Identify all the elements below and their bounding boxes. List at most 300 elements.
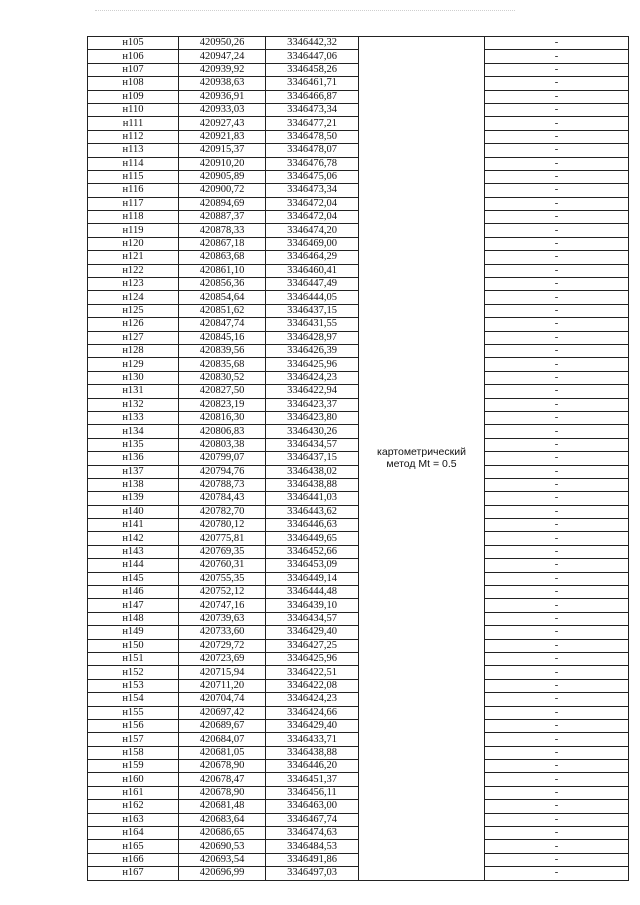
- point-id-cell: н130: [88, 371, 179, 384]
- table-row: [88, 197, 629, 210]
- table-row: [88, 251, 629, 264]
- y-coordinate-cell: 3346473,34: [266, 184, 359, 197]
- x-coordinate-cell: 420938,63: [179, 77, 266, 90]
- point-id-cell: н165: [88, 840, 179, 853]
- description-cell: -: [485, 465, 629, 478]
- x-coordinate-cell: 420939,92: [179, 63, 266, 76]
- description-cell: -: [485, 184, 629, 197]
- y-coordinate-cell: 3346439,10: [266, 599, 359, 612]
- table-row: [88, 77, 629, 90]
- description-cell: -: [485, 559, 629, 572]
- y-coordinate-cell: 3346478,50: [266, 130, 359, 143]
- y-coordinate-cell: 3346478,07: [266, 144, 359, 157]
- y-coordinate-cell: 3346472,04: [266, 211, 359, 224]
- y-coordinate-cell: 3346461,71: [266, 77, 359, 90]
- point-id-cell: н161: [88, 786, 179, 799]
- point-id-cell: н137: [88, 465, 179, 478]
- coordinates-table: [87, 36, 629, 881]
- x-coordinate-cell: 420854,64: [179, 291, 266, 304]
- y-coordinate-cell: 3346429,40: [266, 626, 359, 639]
- description-cell: -: [485, 398, 629, 411]
- description-cell: -: [485, 706, 629, 719]
- description-cell: -: [485, 331, 629, 344]
- y-coordinate-cell: 3346437,15: [266, 304, 359, 317]
- point-id-cell: н147: [88, 599, 179, 612]
- point-id-cell: н132: [88, 398, 179, 411]
- point-id-cell: н142: [88, 532, 179, 545]
- y-coordinate-cell: 3346437,15: [266, 452, 359, 465]
- x-coordinate-cell: 420689,67: [179, 719, 266, 732]
- x-coordinate-cell: 420780,12: [179, 519, 266, 532]
- y-coordinate-cell: 3346443,62: [266, 505, 359, 518]
- point-id-cell: н144: [88, 559, 179, 572]
- table-row: [88, 117, 629, 130]
- y-coordinate-cell: 3346453,09: [266, 559, 359, 572]
- x-coordinate-cell: 420729,72: [179, 639, 266, 652]
- point-id-cell: н133: [88, 411, 179, 424]
- table-row: [88, 184, 629, 197]
- table-row: [88, 612, 629, 625]
- table-row: [88, 478, 629, 491]
- description-cell: -: [485, 867, 629, 880]
- point-id-cell: н107: [88, 63, 179, 76]
- method-text-line2: метод Mt = 0.5: [386, 458, 457, 471]
- table-row: [88, 90, 629, 103]
- x-coordinate-cell: 420752,12: [179, 586, 266, 599]
- x-coordinate-cell: 420678,90: [179, 760, 266, 773]
- description-cell: -: [485, 438, 629, 451]
- point-id-cell: н122: [88, 264, 179, 277]
- table-row: [88, 50, 629, 63]
- description-cell: -: [485, 666, 629, 679]
- table-row: [88, 157, 629, 170]
- table-row: [88, 425, 629, 438]
- description-cell: -: [485, 840, 629, 853]
- x-coordinate-cell: 420769,35: [179, 545, 266, 558]
- x-coordinate-cell: 420684,07: [179, 733, 266, 746]
- x-coordinate-cell: 420936,91: [179, 90, 266, 103]
- x-coordinate-cell: 420697,42: [179, 706, 266, 719]
- table-row: [88, 505, 629, 518]
- y-coordinate-cell: 3346425,96: [266, 358, 359, 371]
- x-coordinate-cell: 420690,53: [179, 840, 266, 853]
- point-id-cell: н113: [88, 144, 179, 157]
- point-id-cell: н126: [88, 318, 179, 331]
- description-cell: -: [485, 827, 629, 840]
- description-cell: -: [485, 103, 629, 116]
- table-row: [88, 103, 629, 116]
- y-coordinate-cell: 3346477,21: [266, 117, 359, 130]
- x-coordinate-cell: 420856,36: [179, 278, 266, 291]
- point-id-cell: н119: [88, 224, 179, 237]
- y-coordinate-cell: 3346430,26: [266, 425, 359, 438]
- point-id-cell: н136: [88, 452, 179, 465]
- description-cell: -: [485, 545, 629, 558]
- description-cell: -: [485, 586, 629, 599]
- description-cell: -: [485, 599, 629, 612]
- x-coordinate-cell: 420755,35: [179, 572, 266, 585]
- description-cell: -: [485, 344, 629, 357]
- table-row: [88, 572, 629, 585]
- description-cell: -: [485, 157, 629, 170]
- x-coordinate-cell: 420921,83: [179, 130, 266, 143]
- x-coordinate-cell: 420723,69: [179, 652, 266, 665]
- point-id-cell: н134: [88, 425, 179, 438]
- description-cell: -: [485, 63, 629, 76]
- table-row: [88, 318, 629, 331]
- point-id-cell: н129: [88, 358, 179, 371]
- description-cell: -: [485, 304, 629, 317]
- table-row: [88, 586, 629, 599]
- point-id-cell: н150: [88, 639, 179, 652]
- description-cell: -: [485, 478, 629, 491]
- point-id-cell: н143: [88, 545, 179, 558]
- point-id-cell: н116: [88, 184, 179, 197]
- point-id-cell: н145: [88, 572, 179, 585]
- x-coordinate-cell: 420839,56: [179, 344, 266, 357]
- description-cell: -: [485, 786, 629, 799]
- point-id-cell: н160: [88, 773, 179, 786]
- table-row: [88, 626, 629, 639]
- point-id-cell: н148: [88, 612, 179, 625]
- description-cell: -: [485, 626, 629, 639]
- x-coordinate-cell: 420784,43: [179, 492, 266, 505]
- table-row: [88, 358, 629, 371]
- y-coordinate-cell: 3346428,97: [266, 331, 359, 344]
- x-coordinate-cell: 420711,20: [179, 679, 266, 692]
- x-coordinate-cell: 420915,37: [179, 144, 266, 157]
- point-id-cell: н135: [88, 438, 179, 451]
- x-coordinate-cell: 420927,43: [179, 117, 266, 130]
- y-coordinate-cell: 3346467,74: [266, 813, 359, 826]
- point-id-cell: н109: [88, 90, 179, 103]
- y-coordinate-cell: 3346474,63: [266, 827, 359, 840]
- description-cell: -: [485, 251, 629, 264]
- x-coordinate-cell: 420950,26: [179, 37, 266, 50]
- y-coordinate-cell: 3346449,14: [266, 572, 359, 585]
- description-cell: -: [485, 746, 629, 759]
- x-coordinate-cell: 420863,68: [179, 251, 266, 264]
- table-row: [88, 224, 629, 237]
- y-coordinate-cell: 3346458,26: [266, 63, 359, 76]
- y-coordinate-cell: 3346444,05: [266, 291, 359, 304]
- y-coordinate-cell: 3346475,06: [266, 170, 359, 183]
- description-cell: -: [485, 693, 629, 706]
- y-coordinate-cell: 3346431,55: [266, 318, 359, 331]
- table-row: [88, 411, 629, 424]
- description-cell: -: [485, 291, 629, 304]
- coordinates-table-body: [88, 37, 629, 881]
- x-coordinate-cell: 420910,20: [179, 157, 266, 170]
- point-id-cell: н127: [88, 331, 179, 344]
- description-cell: -: [485, 425, 629, 438]
- y-coordinate-cell: 3346441,03: [266, 492, 359, 505]
- point-id-cell: н163: [88, 813, 179, 826]
- table-row: [88, 773, 629, 786]
- description-cell: -: [485, 197, 629, 210]
- y-coordinate-cell: 3346460,41: [266, 264, 359, 277]
- table-row: [88, 438, 629, 451]
- x-coordinate-cell: 420794,76: [179, 465, 266, 478]
- y-coordinate-cell: 3346497,03: [266, 867, 359, 880]
- point-id-cell: н118: [88, 211, 179, 224]
- x-coordinate-cell: 420799,07: [179, 452, 266, 465]
- description-cell: -: [485, 130, 629, 143]
- y-coordinate-cell: 3346449,65: [266, 532, 359, 545]
- x-coordinate-cell: 420686,65: [179, 827, 266, 840]
- description-cell: -: [485, 37, 629, 50]
- method-cell: [359, 37, 485, 881]
- description-cell: -: [485, 572, 629, 585]
- y-coordinate-cell: 3346472,04: [266, 197, 359, 210]
- x-coordinate-cell: 420788,73: [179, 478, 266, 491]
- description-cell: -: [485, 411, 629, 424]
- table-row: [88, 652, 629, 665]
- point-id-cell: н159: [88, 760, 179, 773]
- x-coordinate-cell: 420835,68: [179, 358, 266, 371]
- point-id-cell: н121: [88, 251, 179, 264]
- point-id-cell: н131: [88, 385, 179, 398]
- point-id-cell: н162: [88, 800, 179, 813]
- x-coordinate-cell: 420693,54: [179, 853, 266, 866]
- point-id-cell: н153: [88, 679, 179, 692]
- table-row: [88, 170, 629, 183]
- y-coordinate-cell: 3346429,40: [266, 719, 359, 732]
- description-cell: -: [485, 144, 629, 157]
- point-id-cell: н156: [88, 719, 179, 732]
- x-coordinate-cell: 420681,05: [179, 746, 266, 759]
- x-coordinate-cell: 420894,69: [179, 197, 266, 210]
- table-row: [88, 800, 629, 813]
- table-row: [88, 63, 629, 76]
- description-cell: -: [485, 50, 629, 63]
- y-coordinate-cell: 3346427,25: [266, 639, 359, 652]
- x-coordinate-cell: 420678,90: [179, 786, 266, 799]
- description-cell: -: [485, 853, 629, 866]
- y-coordinate-cell: 3346484,53: [266, 840, 359, 853]
- y-coordinate-cell: 3346451,37: [266, 773, 359, 786]
- x-coordinate-cell: 420816,30: [179, 411, 266, 424]
- table-row: [88, 867, 629, 880]
- table-row: [88, 840, 629, 853]
- x-coordinate-cell: 420847,74: [179, 318, 266, 331]
- point-id-cell: н157: [88, 733, 179, 746]
- table-row: [88, 559, 629, 572]
- x-coordinate-cell: 420678,47: [179, 773, 266, 786]
- y-coordinate-cell: 3346433,71: [266, 733, 359, 746]
- point-id-cell: н140: [88, 505, 179, 518]
- y-coordinate-cell: 3346423,37: [266, 398, 359, 411]
- table-row: [88, 733, 629, 746]
- x-coordinate-cell: 420887,37: [179, 211, 266, 224]
- y-coordinate-cell: 3346424,23: [266, 371, 359, 384]
- table-row: [88, 211, 629, 224]
- point-id-cell: н112: [88, 130, 179, 143]
- point-id-cell: н166: [88, 853, 179, 866]
- table-row: [88, 545, 629, 558]
- x-coordinate-cell: 420861,10: [179, 264, 266, 277]
- x-coordinate-cell: 420782,70: [179, 505, 266, 518]
- x-coordinate-cell: 420905,89: [179, 170, 266, 183]
- table-row: [88, 398, 629, 411]
- table-row: [88, 452, 629, 465]
- table-row: [88, 278, 629, 291]
- y-coordinate-cell: 3346491,86: [266, 853, 359, 866]
- description-cell: -: [485, 679, 629, 692]
- point-id-cell: н149: [88, 626, 179, 639]
- point-id-cell: н138: [88, 478, 179, 491]
- table-row: [88, 719, 629, 732]
- x-coordinate-cell: 420683,64: [179, 813, 266, 826]
- point-id-cell: н111: [88, 117, 179, 130]
- y-coordinate-cell: 3346447,49: [266, 278, 359, 291]
- point-id-cell: н141: [88, 519, 179, 532]
- table-row: [88, 331, 629, 344]
- description-cell: -: [485, 170, 629, 183]
- y-coordinate-cell: 3346426,39: [266, 344, 359, 357]
- point-id-cell: н123: [88, 278, 179, 291]
- y-coordinate-cell: 3346434,57: [266, 612, 359, 625]
- description-cell: -: [485, 211, 629, 224]
- y-coordinate-cell: 3346464,29: [266, 251, 359, 264]
- y-coordinate-cell: 3346424,66: [266, 706, 359, 719]
- y-coordinate-cell: 3346469,00: [266, 237, 359, 250]
- table-row: [88, 237, 629, 250]
- x-coordinate-cell: 420845,16: [179, 331, 266, 344]
- description-cell: -: [485, 813, 629, 826]
- description-cell: -: [485, 264, 629, 277]
- y-coordinate-cell: 3346442,32: [266, 37, 359, 50]
- table-row: [88, 639, 629, 652]
- description-cell: -: [485, 371, 629, 384]
- table-row: [88, 304, 629, 317]
- point-id-cell: н151: [88, 652, 179, 665]
- table-row: [88, 37, 629, 50]
- x-coordinate-cell: 420747,16: [179, 599, 266, 612]
- y-coordinate-cell: 3346447,06: [266, 50, 359, 63]
- y-coordinate-cell: 3346438,88: [266, 746, 359, 759]
- table-row: [88, 144, 629, 157]
- x-coordinate-cell: 420803,38: [179, 438, 266, 451]
- table-row: [88, 786, 629, 799]
- y-coordinate-cell: 3346422,94: [266, 385, 359, 398]
- description-cell: -: [485, 278, 629, 291]
- description-cell: -: [485, 519, 629, 532]
- scan-artifact: [95, 10, 515, 13]
- point-id-cell: н128: [88, 344, 179, 357]
- x-coordinate-cell: 420704,74: [179, 693, 266, 706]
- description-cell: -: [485, 117, 629, 130]
- y-coordinate-cell: 3346422,51: [266, 666, 359, 679]
- table-row: [88, 465, 629, 478]
- description-cell: -: [485, 492, 629, 505]
- point-id-cell: н117: [88, 197, 179, 210]
- x-coordinate-cell: 420823,19: [179, 398, 266, 411]
- table-row: [88, 827, 629, 840]
- x-coordinate-cell: 420933,03: [179, 103, 266, 116]
- x-coordinate-cell: 420878,33: [179, 224, 266, 237]
- x-coordinate-cell: 420681,48: [179, 800, 266, 813]
- description-cell: -: [485, 532, 629, 545]
- y-coordinate-cell: 3346425,96: [266, 652, 359, 665]
- description-cell: -: [485, 800, 629, 813]
- point-id-cell: н105: [88, 37, 179, 50]
- table-row: [88, 291, 629, 304]
- table-row: [88, 385, 629, 398]
- point-id-cell: н125: [88, 304, 179, 317]
- y-coordinate-cell: 3346474,20: [266, 224, 359, 237]
- description-cell: -: [485, 318, 629, 331]
- point-id-cell: н154: [88, 693, 179, 706]
- point-id-cell: н108: [88, 77, 179, 90]
- point-id-cell: н152: [88, 666, 179, 679]
- point-id-cell: н158: [88, 746, 179, 759]
- table-row: [88, 264, 629, 277]
- point-id-cell: н167: [88, 867, 179, 880]
- table-row: [88, 344, 629, 357]
- point-id-cell: н164: [88, 827, 179, 840]
- description-cell: -: [485, 612, 629, 625]
- table-row: [88, 371, 629, 384]
- x-coordinate-cell: 420775,81: [179, 532, 266, 545]
- description-cell: -: [485, 452, 629, 465]
- x-coordinate-cell: 420696,99: [179, 867, 266, 880]
- description-cell: -: [485, 652, 629, 665]
- y-coordinate-cell: 3346463,00: [266, 800, 359, 813]
- y-coordinate-cell: 3346424,23: [266, 693, 359, 706]
- description-cell: -: [485, 773, 629, 786]
- y-coordinate-cell: 3346446,63: [266, 519, 359, 532]
- y-coordinate-cell: 3346444,48: [266, 586, 359, 599]
- table-row: [88, 492, 629, 505]
- y-coordinate-cell: 3346452,66: [266, 545, 359, 558]
- point-id-cell: н115: [88, 170, 179, 183]
- y-coordinate-cell: 3346423,80: [266, 411, 359, 424]
- table-row: [88, 853, 629, 866]
- x-coordinate-cell: 420900,72: [179, 184, 266, 197]
- method-text-line1: картометрический: [377, 446, 466, 459]
- x-coordinate-cell: 420739,63: [179, 612, 266, 625]
- point-id-cell: н110: [88, 103, 179, 116]
- table-row: [88, 746, 629, 759]
- description-cell: -: [485, 505, 629, 518]
- table-row: [88, 693, 629, 706]
- table-row: [88, 666, 629, 679]
- description-cell: -: [485, 385, 629, 398]
- description-cell: -: [485, 77, 629, 90]
- description-cell: -: [485, 733, 629, 746]
- y-coordinate-cell: 3346456,11: [266, 786, 359, 799]
- table-row: [88, 813, 629, 826]
- x-coordinate-cell: 420947,24: [179, 50, 266, 63]
- description-cell: -: [485, 639, 629, 652]
- x-coordinate-cell: 420827,50: [179, 385, 266, 398]
- y-coordinate-cell: 3346434,57: [266, 438, 359, 451]
- description-cell: -: [485, 224, 629, 237]
- y-coordinate-cell: 3346446,20: [266, 760, 359, 773]
- description-cell: -: [485, 719, 629, 732]
- point-id-cell: н114: [88, 157, 179, 170]
- y-coordinate-cell: 3346466,87: [266, 90, 359, 103]
- y-coordinate-cell: 3346476,78: [266, 157, 359, 170]
- x-coordinate-cell: 420830,52: [179, 371, 266, 384]
- table-row: [88, 599, 629, 612]
- point-id-cell: н120: [88, 237, 179, 250]
- y-coordinate-cell: 3346473,34: [266, 103, 359, 116]
- description-cell: -: [485, 237, 629, 250]
- point-id-cell: н139: [88, 492, 179, 505]
- y-coordinate-cell: 3346438,88: [266, 478, 359, 491]
